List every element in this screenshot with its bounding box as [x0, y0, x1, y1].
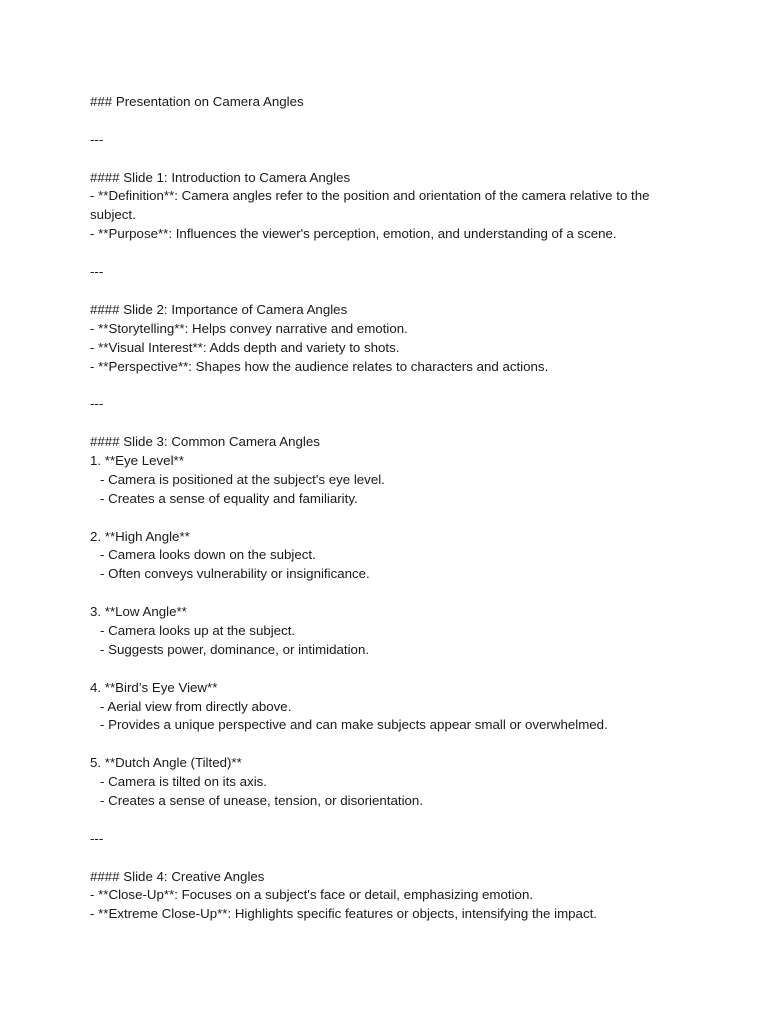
- blank-line: [90, 112, 690, 131]
- blank-line: [90, 376, 690, 395]
- angle-title: 5. **Dutch Angle (Tilted)**: [90, 755, 242, 771]
- blank-line: [90, 150, 690, 169]
- blank-line: [90, 811, 690, 830]
- blank-line: [90, 735, 690, 754]
- angle-point: - Often conveys vulnerability or insignificance.: [100, 566, 370, 582]
- separator: ---: [90, 264, 104, 280]
- angle-point: - Creates a sense of equality and familiarity.: [100, 490, 358, 506]
- separator: ---: [90, 396, 104, 412]
- angle-point: - Aerial view from directly above.: [100, 698, 292, 714]
- angle-title: 2. **High Angle**: [90, 528, 190, 544]
- angle-title: 1. **Eye Level**: [90, 452, 184, 468]
- angle-point: - Camera looks down on the subject.: [100, 547, 316, 563]
- blank-line: [90, 414, 690, 433]
- slide1-heading: #### Slide 1: Introduction to Camera Angles: [90, 169, 351, 185]
- slide2-heading: #### Slide 2: Importance of Camera Angles: [90, 301, 348, 317]
- blank-line: [90, 660, 690, 679]
- blank-line: [90, 282, 690, 301]
- document-body: [90, 93, 690, 924]
- angle-title: 3. **Low Angle**: [90, 604, 187, 620]
- slide4-item: - **Extreme Close-Up**: Highlights specific features or objects, intensifying the impact.: [90, 906, 597, 922]
- document-title: ### Presentation on Camera Angles: [90, 94, 304, 109]
- slide1-purpose: - **Purpose**: Influences the viewer's perception, emotion, and understanding of a scene.: [90, 226, 617, 242]
- separator: ---: [90, 131, 104, 147]
- blank-line: [90, 509, 690, 528]
- angle-point: - Camera is positioned at the subject's eye level.: [100, 471, 385, 487]
- angle-point: - Provides a unique perspective and can make subjects appear small or overwhelmed.: [100, 717, 608, 733]
- angle-point: - Suggests power, dominance, or intimidation.: [100, 641, 370, 657]
- slide4-heading: #### Slide 4: Creative Angles: [90, 868, 265, 884]
- slide2-item: - **Storytelling**: Helps convey narrative and emotion.: [90, 320, 408, 336]
- angle-point: - Camera is tilted on its axis.: [100, 774, 268, 790]
- angle-point: - Camera looks up at the subject.: [100, 622, 296, 638]
- slide4-item: - **Close-Up**: Focuses on a subject's face or detail, emphasizing emotion.: [90, 887, 534, 903]
- angle-point: - Creates a sense of unease, tension, or disorientation.: [100, 792, 424, 808]
- separator: ---: [90, 830, 104, 846]
- slide1-definition: - **Definition**: Camera angles refer to the position and orientation of the camera relative to the subject.: [90, 188, 650, 223]
- slide3-heading: #### Slide 3: Common Camera Angles: [90, 434, 320, 450]
- angle-title: 4. **Bird’s Eye View**: [90, 679, 218, 695]
- blank-line: [90, 849, 690, 868]
- blank-line: [90, 244, 690, 263]
- slide2-item: - **Visual Interest**: Adds depth and variety to shots.: [90, 339, 400, 355]
- blank-line: [90, 584, 690, 603]
- slide2-item: - **Perspective**: Shapes how the audience relates to characters and actions.: [90, 358, 549, 374]
